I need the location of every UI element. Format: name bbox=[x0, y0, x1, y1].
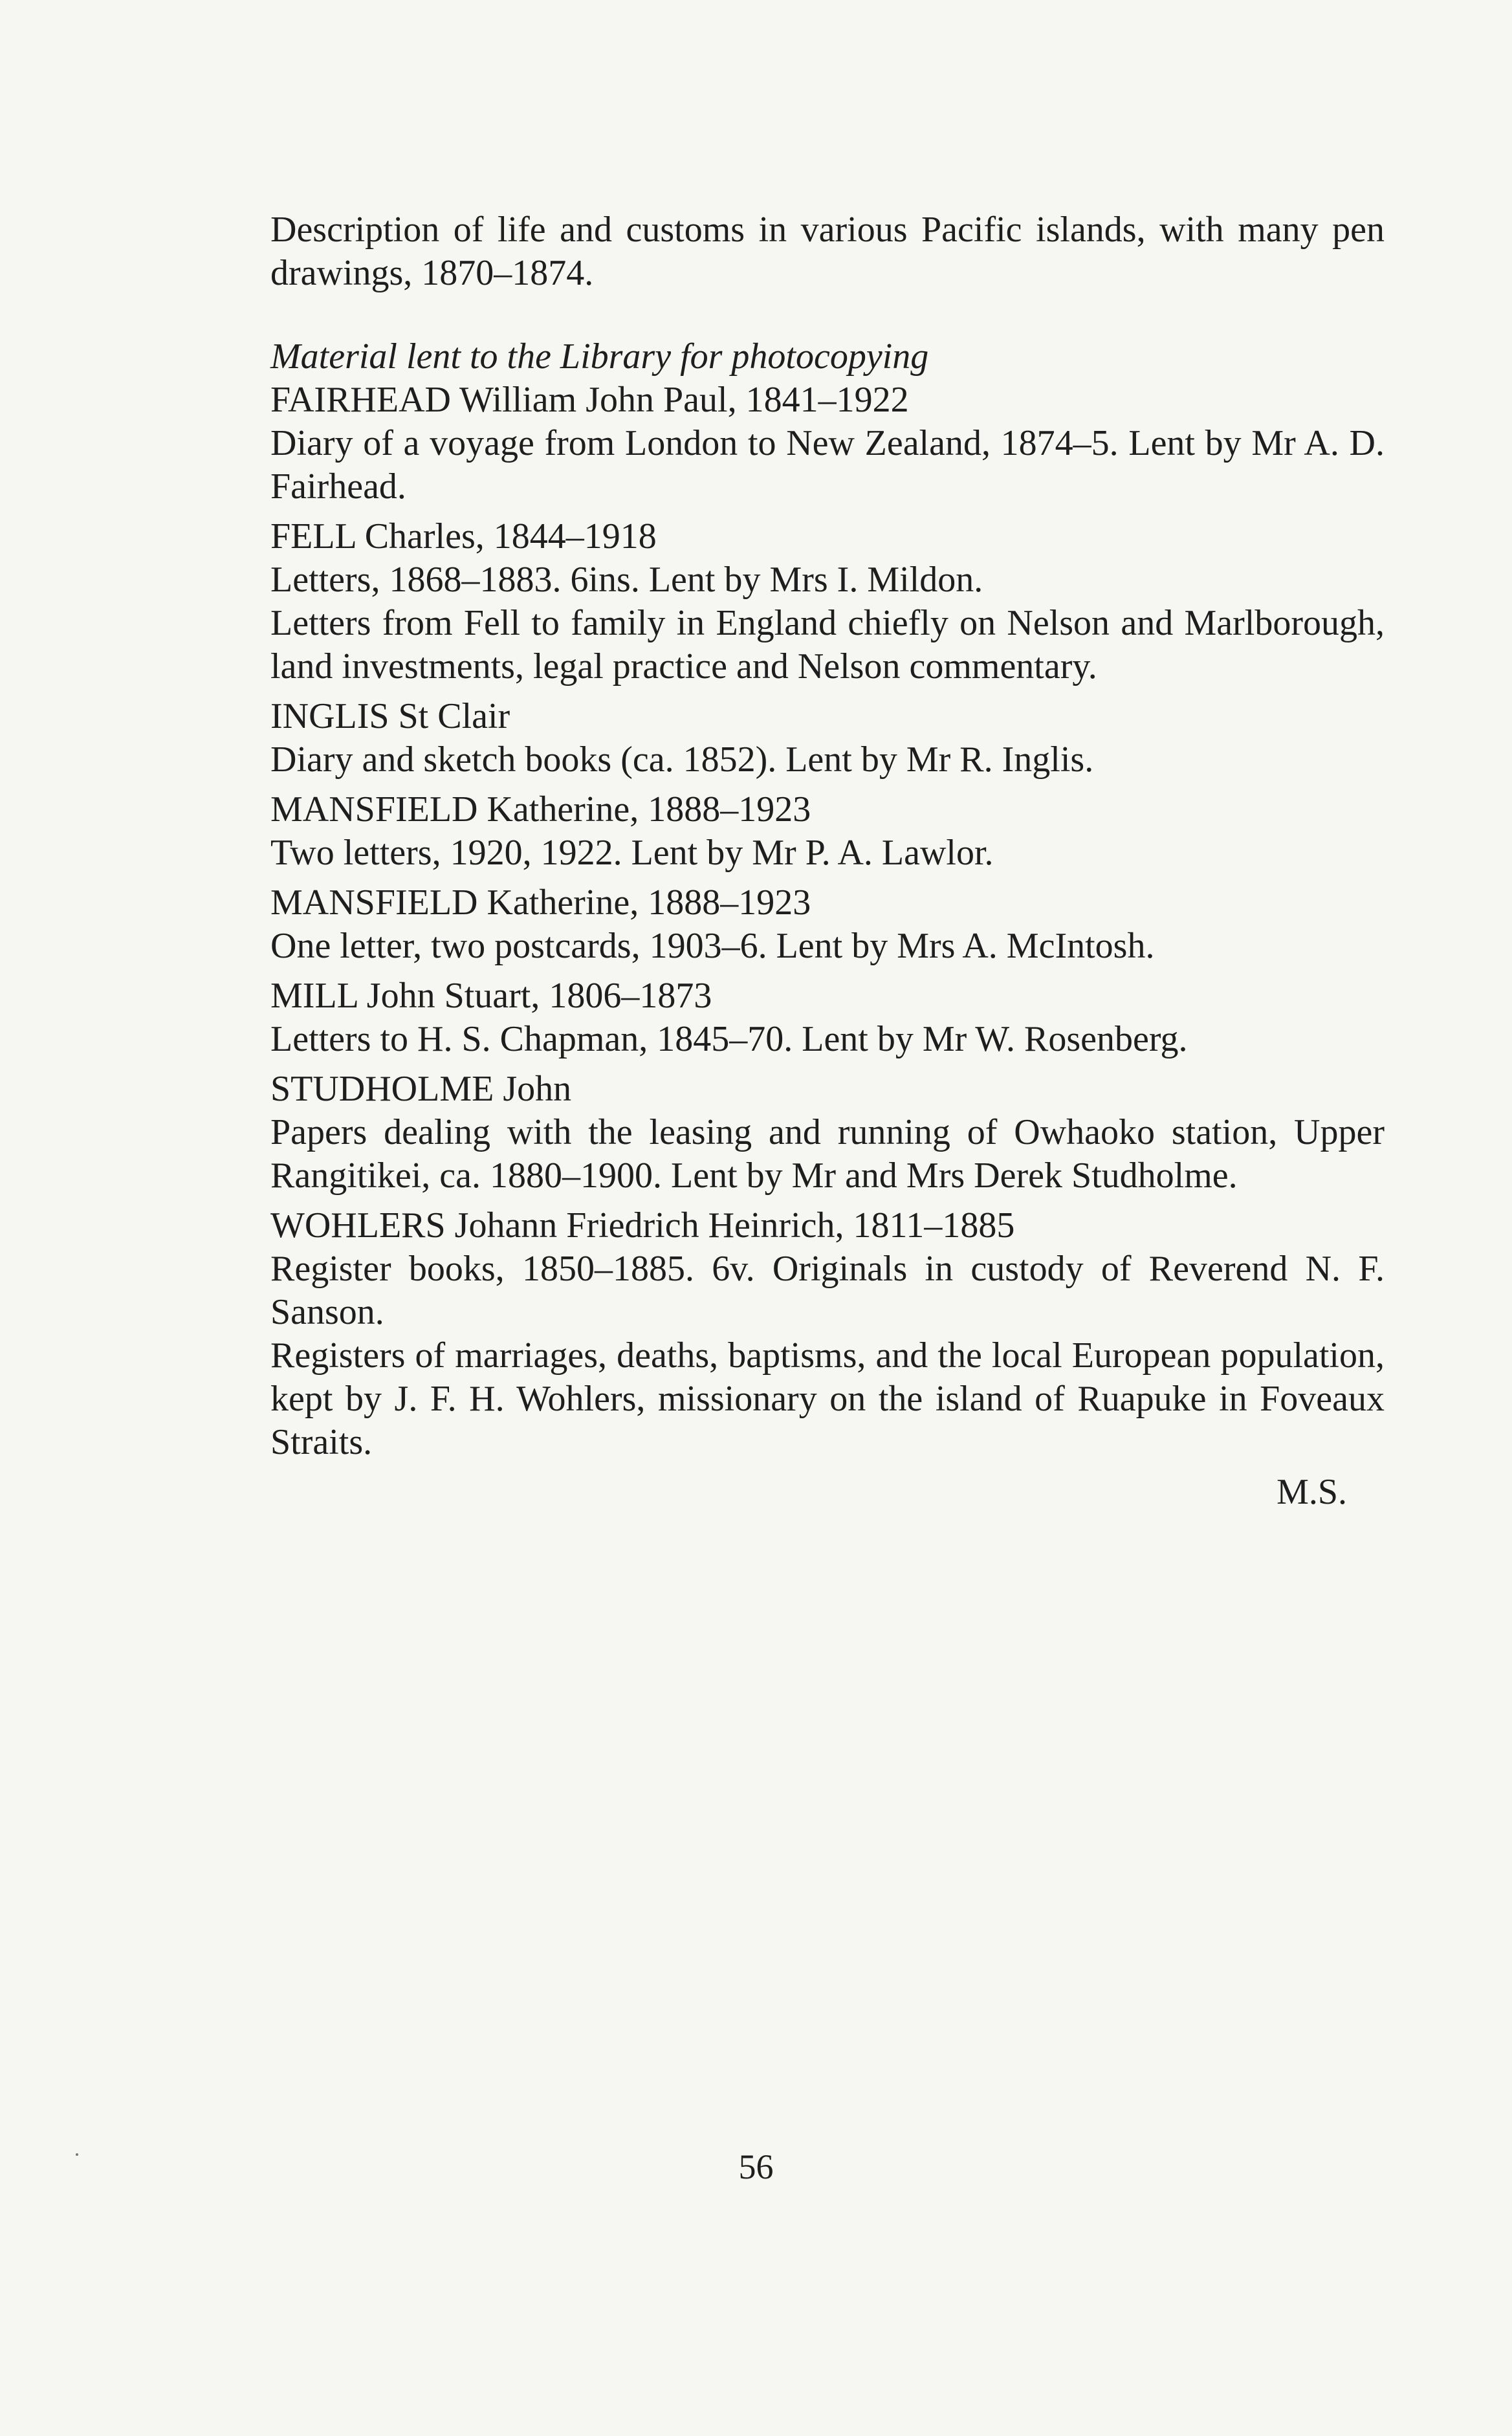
entry-name: MANSFIELD Katherine, 1888–1923 bbox=[270, 789, 811, 829]
list-item bbox=[270, 695, 1385, 782]
entry-description: One letter, two postcards, 1903–6. Lent by Mrs A. McIntosh. bbox=[270, 926, 1155, 966]
section-heading: Material lent to the Library for photocopying bbox=[270, 336, 929, 377]
entry-description: Diary and sketch books (ca. 1852). Lent by Mr R. Inglis. bbox=[270, 740, 1094, 780]
entry-description: Two letters, 1920, 1922. Lent by Mr P. A. Lawlor. bbox=[270, 833, 994, 873]
list-item bbox=[270, 1068, 1385, 1198]
entry-name: FELL Charles, 1844–1918 bbox=[270, 516, 657, 556]
list-item bbox=[270, 379, 1385, 509]
entry-name: WOHLERS Johann Friedrich Heinrich, 1811–1885 bbox=[270, 1205, 1015, 1245]
entry-description: Letters, 1868–1883. 6ins. Lent by Mrs I. Mildon. bbox=[270, 560, 983, 600]
list-item bbox=[270, 974, 1385, 1061]
entry-name: INGLIS St Clair bbox=[270, 696, 510, 736]
entry-name: MILL John Stuart, 1806–1873 bbox=[270, 976, 712, 1016]
entry-description: Registers of marriages, deaths, baptisms, and the local European population, kept by J. F. H. Wohlers, missionary on the island of Ruapuke in Foveaux Straits. bbox=[270, 1335, 1385, 1462]
intro-paragraph: Description of life and customs in various Pacific islands, with many pen drawings, 1870–1874. bbox=[270, 210, 1385, 293]
entry-description: Register books, 1850–1885. 6v. Originals in custody of Reverend N. F. Sanson. bbox=[270, 1249, 1385, 1332]
list-item bbox=[270, 881, 1385, 968]
page-number: 56 bbox=[738, 2147, 774, 2186]
list-item bbox=[270, 788, 1385, 875]
entry-name: FAIRHEAD William John Paul, 1841–1922 bbox=[270, 380, 909, 420]
entry-list bbox=[270, 379, 1385, 1464]
entry-description: Diary of a voyage from London to New Zealand, 1874–5. Lent by Mr A. D. Fairhead. bbox=[270, 423, 1385, 507]
entry-name: STUDHOLME John bbox=[270, 1069, 572, 1109]
entry-description: Letters from Fell to family in England chiefly on Nelson and Marlborough, land investments, legal practice and Nelson commentary. bbox=[270, 603, 1385, 686]
entry-name: MANSFIELD Katherine, 1888–1923 bbox=[270, 883, 811, 923]
entry-description: Letters to H. S. Chapman, 1845–70. Lent by Mr W. Rosenberg. bbox=[270, 1019, 1188, 1059]
entry-description: Papers dealing with the leasing and running of Owhaoko station, Upper Rangitikei, ca. 1880–1900. Lent by Mr and Mrs Derek Studholme. bbox=[270, 1112, 1385, 1196]
list-item bbox=[270, 515, 1385, 688]
page-body bbox=[270, 208, 1385, 1514]
author-initials: M.S. bbox=[1276, 1472, 1347, 1512]
list-item bbox=[270, 1204, 1385, 1464]
paper-speck bbox=[76, 2153, 78, 2156]
